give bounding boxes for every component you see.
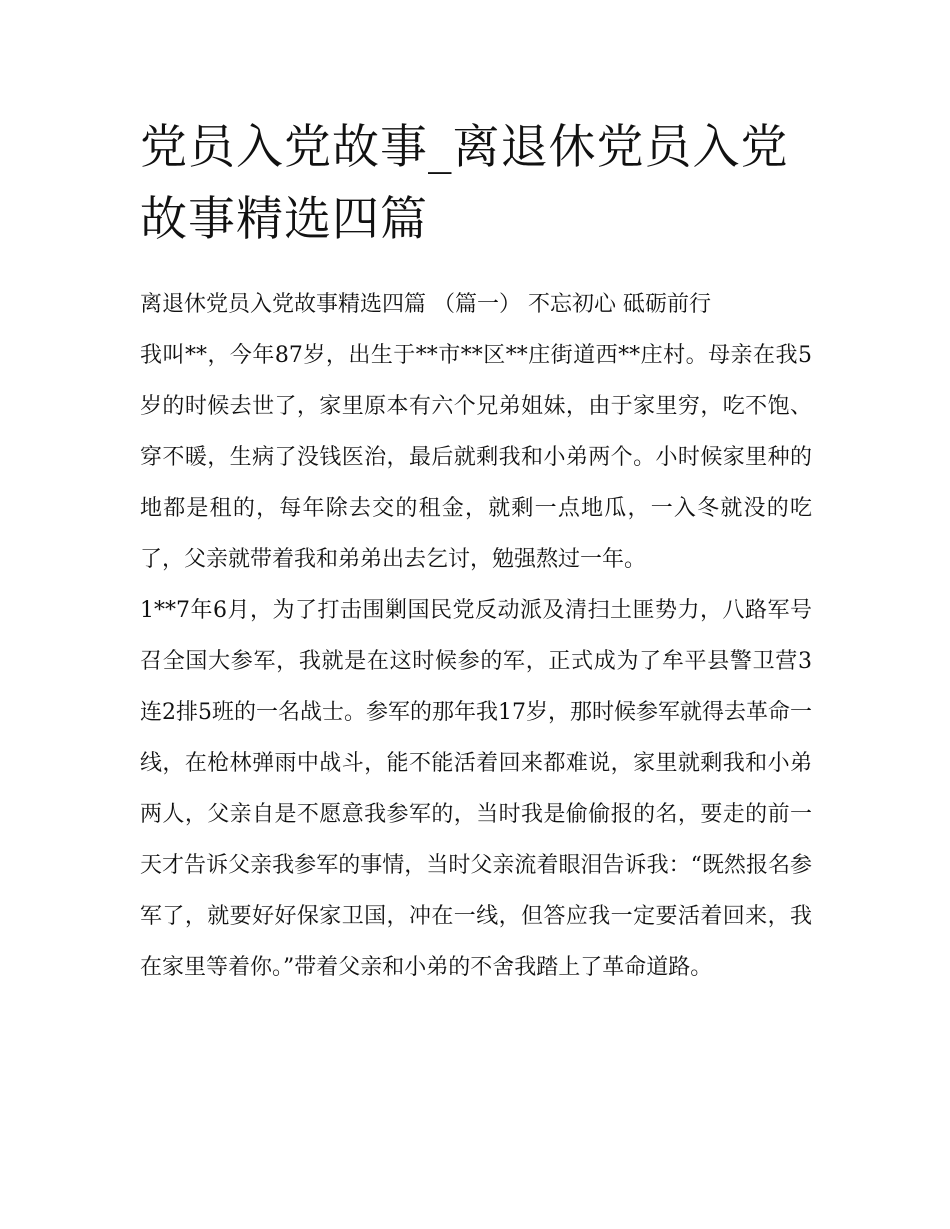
article-subtitle: 离退休党员入党故事精选四篇 （篇一） 不忘初心 砥砺前行 <box>140 292 711 317</box>
paragraph-enlistment: 1**7年6月，为了打击围剿国民党反动派及清扫土匪势力，八路军号召全国大参军，我就是在这时候参的军，正式成为了牟平县警卫营3连2排5班的一名战士。参军的那年我17岁，那时候参军就得去革命一线，在枪林弹雨中战斗，能不能活着回来都难说，家里就剩我和小弟两人，父亲自是不愿意我参军的，当时我是偷偷报的名，要走的前一天才告诉父亲我参军的事情，当时父亲流着眼泪告诉我：“既然报名参军了，就要好好保家卫国，冲在一线，但答应我一定要活着回来，我在家里等着你。”带着父亲和小弟的不舍我踏上了革命道路。 <box>140 598 812 980</box>
paragraph-childhood: 我叫**，今年87岁，出生于**市**区**庄街道西**庄村。母亲在我5岁的时候去世了，家里原本有六个兄弟姐妹，由于家里穷，吃不饱、穿不暖，生病了没钱医治，最后就剩我和小弟两个。小时候家里种的地都是租的，每年除去交的租金，就剩一点地瓜，一入冬就没的吃了，父亲就带着我和弟弟出去乞讨，勉强熬过一年。 <box>140 343 812 572</box>
document-title: 党员入党故事_离退休党员入党故事精选四篇 <box>140 120 789 247</box>
document-body <box>140 112 812 993</box>
